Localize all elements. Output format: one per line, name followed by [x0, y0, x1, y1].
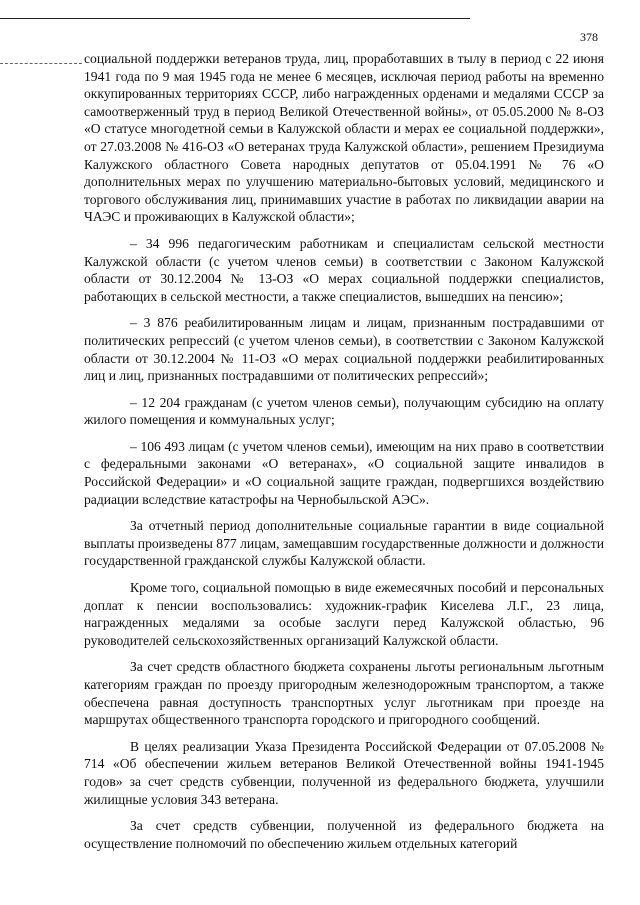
top-rule — [0, 18, 470, 19]
paragraph-list-item: – 34 996 педагогическим работникам и специалистам сельской местности Калужской области (с учетом членов семьи) в соответствии с Законом Калужской области от 30.12.2004 № 13-ОЗ «О мерах социальной поддержки специалистов, работающих в сельской местности, а также специалистов, вышедших на пенсию»; — [84, 235, 604, 304]
paragraph: За счет средств субвенции, полученной из федерального бюджета на осуществление полномочий по обеспечению жильем отдельных категорий — [84, 818, 604, 851]
paragraph: Кроме того, социальной помощью в виде ежемесячных пособий и персональных доплат к пенсии воспользовались: художник-график Киселева Л.Г., 23 лица, награжденных медалями за особые заслуги перед Калужской областью, 96 руководителей сельскохозяйственных организаций Калужской области. — [84, 580, 604, 648]
dashed-margin-mark — [0, 63, 82, 65]
paragraph: За счет средств областного бюджета сохранены льготы региональным льготным категориям граждан по проезду пригородным железнодорожным транспортом, а также обеспечена равная доступность транспортных услуг льготникам при проезде на маршрутах общественного транспорта городского и пригородного сообщений. — [84, 659, 604, 728]
paragraph: За отчетный период дополнительные социальные гарантии в виде социальной выплаты произведены 877 лицам, замещавшим государственные должности и должности государственной гражданской службы Калужской области. — [84, 518, 604, 569]
paragraph-list-item: – 3 876 реабилитированным лицам и лицам, признанным пострадавшими от политических репрессий (с учетом членов семьи), в соответствии с Законом Калужской области от 30.12.2004 № 11-ОЗ «О мерах социальной поддержки реабилитированных лиц и лиц, признанных пострадавшими от политических репрессий»; — [84, 315, 604, 384]
page-number: 378 — [580, 30, 598, 44]
paragraph-list-item: – 12 204 гражданам (с учетом членов семьи), получающим субсидию на оплату жилого помещения и коммунальных услуг; — [84, 394, 604, 428]
paragraph-continuation: социальной поддержки ветеранов труда, лиц, проработавших в тылу в период с 22 июня 1941 года по 9 мая 1945 года не менее 6 месяцев, исключая период работы на временно оккупированных территориях СССР, либо награжденных орденами и медалями СССР за самоотверженный труд в период Великой Отечественной войны», от 05.05.2000 № 8-ОЗ «О статусе многодетной семьи в Калужской области и мерах ее социальной поддержки», от 27.03.2008 № 416-ОЗ «О ветеранах труда Калужской области», решением Президиума Калужского областного Совета народных депутатов от 05.04.1991 № 76 «О дополнительных мерах по улучшению материально-бытовых условий, медицинского и торгового обслуживания лиц, принимавших участие в работах по ликвидации аварии на ЧАЭС и проживающих в Калужской области»; — [84, 51, 604, 225]
paragraph-list-item: – 106 493 лицам (с учетом членов семьи), имеющим на них право в соответствии с федеральными законами «О ветеранах», «О социальной защите инвалидов в Российской Федерации» и «О социальной защите граждан, подвергшихся воздействию радиации вследствие катастрофы на Чернобыльской АЭС». — [84, 438, 604, 507]
document-body — [84, 50, 604, 861]
paragraph: В целях реализации Указа Президента Российской Федерации от 07.05.2008 № 714 «Об обеспечении жильем ветеранов Великой Отечественной войны 1941-1945 годов» за счет средств субвенции, полученной из федерального бюджета, улучшили жилищные условия 343 ветерана. — [84, 738, 604, 807]
